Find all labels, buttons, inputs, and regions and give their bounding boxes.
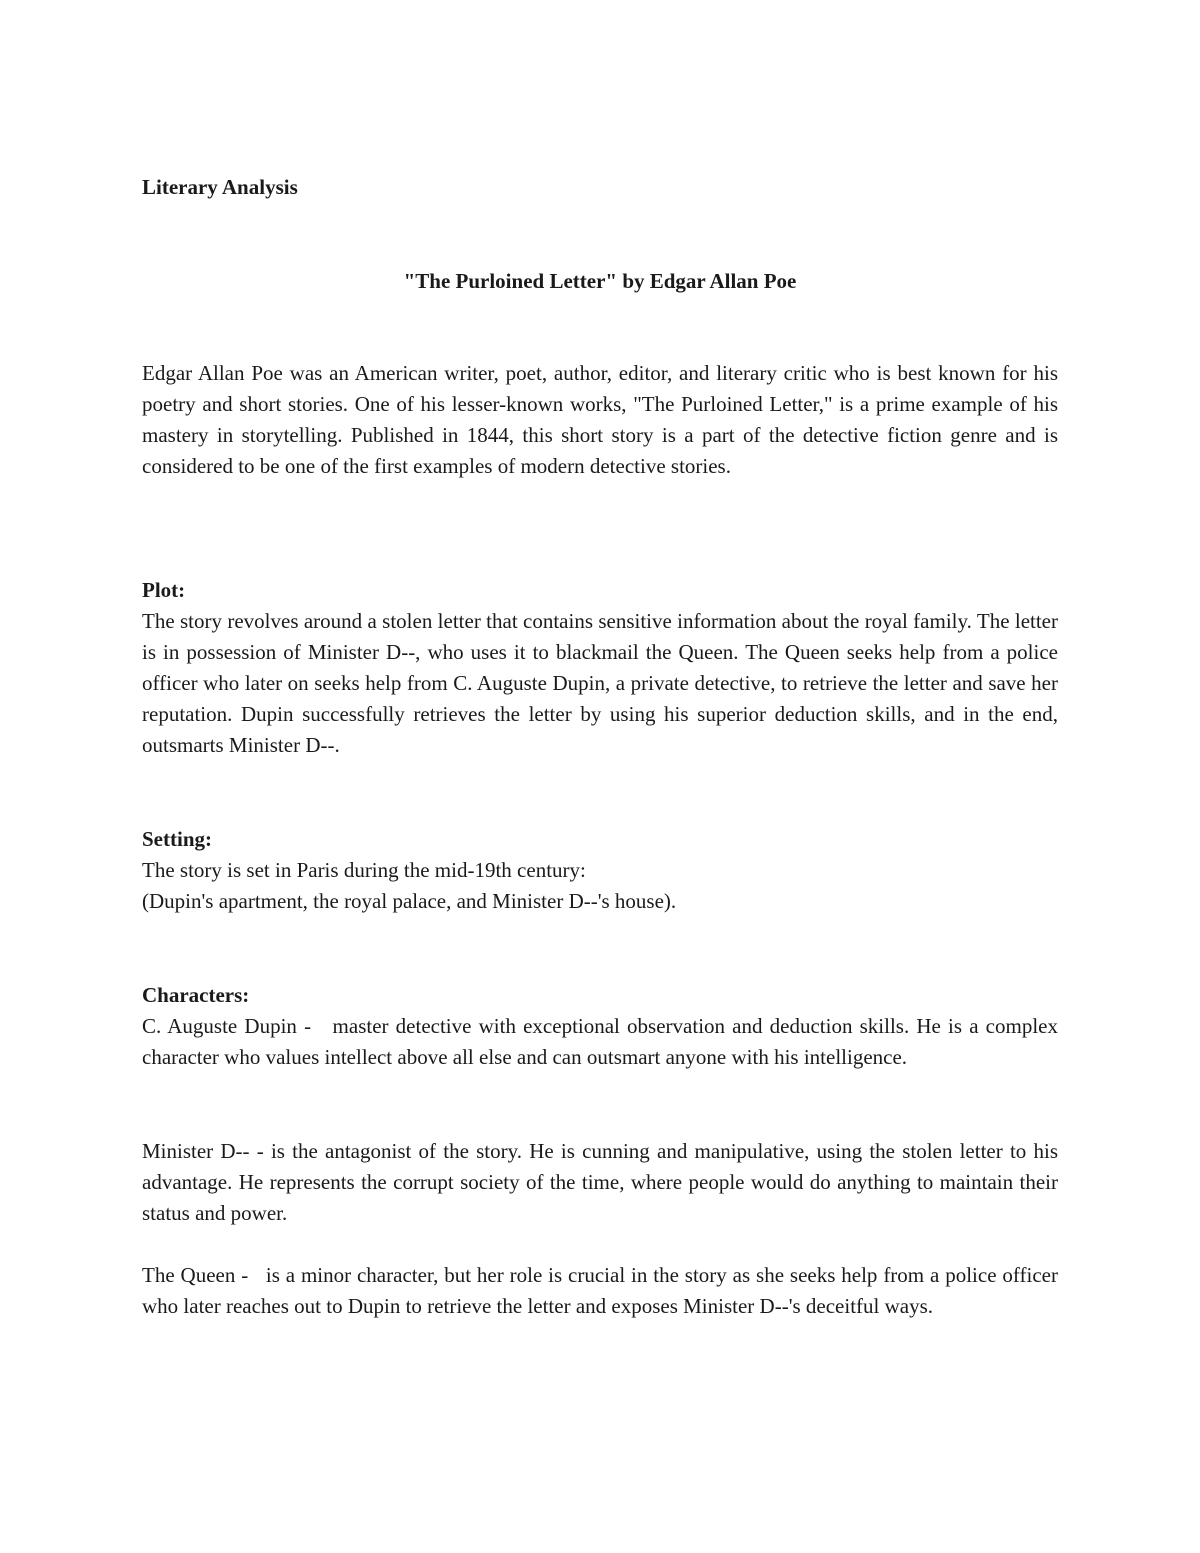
setting-heading: Setting:: [142, 827, 212, 851]
document-title: "The Purloined Letter" by Edgar Allan Poe: [403, 269, 797, 293]
intro-paragraph: Edgar Allan Poe was an American writer, poet, author, editor, and literary critic who is best known for his poetry and short stories. One of his lesser-known works, "The Purloined Letter," is a prime example of his mastery in storytelling. Published in 1844, this short story is a part of the detective fiction genre and is considered to be one of the first examples of modern detective stories.: [142, 361, 1058, 478]
setting-locations-line: (Dupin's apartment, the royal palace, and Minister D--'s house).: [142, 889, 677, 913]
characters-heading: Characters:: [142, 983, 250, 1007]
character-queen-paragraph: The Queen - is a minor character, but her role is crucial in the story as she seeks help from a police officer who later reaches out to Dupin to retrieve the letter and exposes Minister D--'s deceitful ways.: [142, 1263, 1064, 1318]
document-heading: Literary Analysis: [142, 175, 298, 199]
character-minister-paragraph: Minister D-- - is the antagonist of the story. He is cunning and manipulative, using the stolen letter to his advantage. He represents the corrupt society of the time, where people would do anything to maintain their status and power.: [142, 1139, 1064, 1225]
setting-line: The story is set in Paris during the mid-19th century:: [142, 858, 586, 882]
character-dupin-paragraph: C. Auguste Dupin - master detective with exceptional observation and deduction skills. He is a complex character who values intellect above all else and can outsmart anyone with his intelligence.: [142, 1014, 1064, 1069]
plot-paragraph: The story revolves around a stolen letter that contains sensitive information about the royal family. The letter is in possession of Minister D--, who uses it to blackmail the Queen. The Queen seeks help from a police officer who later on seeks help from C. Auguste Dupin, a private detective, to retrieve the letter and save her reputation. Dupin successfully retrieves the letter by using his superior deduction skills, and in the end, outsmarts Minister D--.: [142, 609, 1058, 757]
plot-heading: Plot:: [142, 578, 186, 602]
